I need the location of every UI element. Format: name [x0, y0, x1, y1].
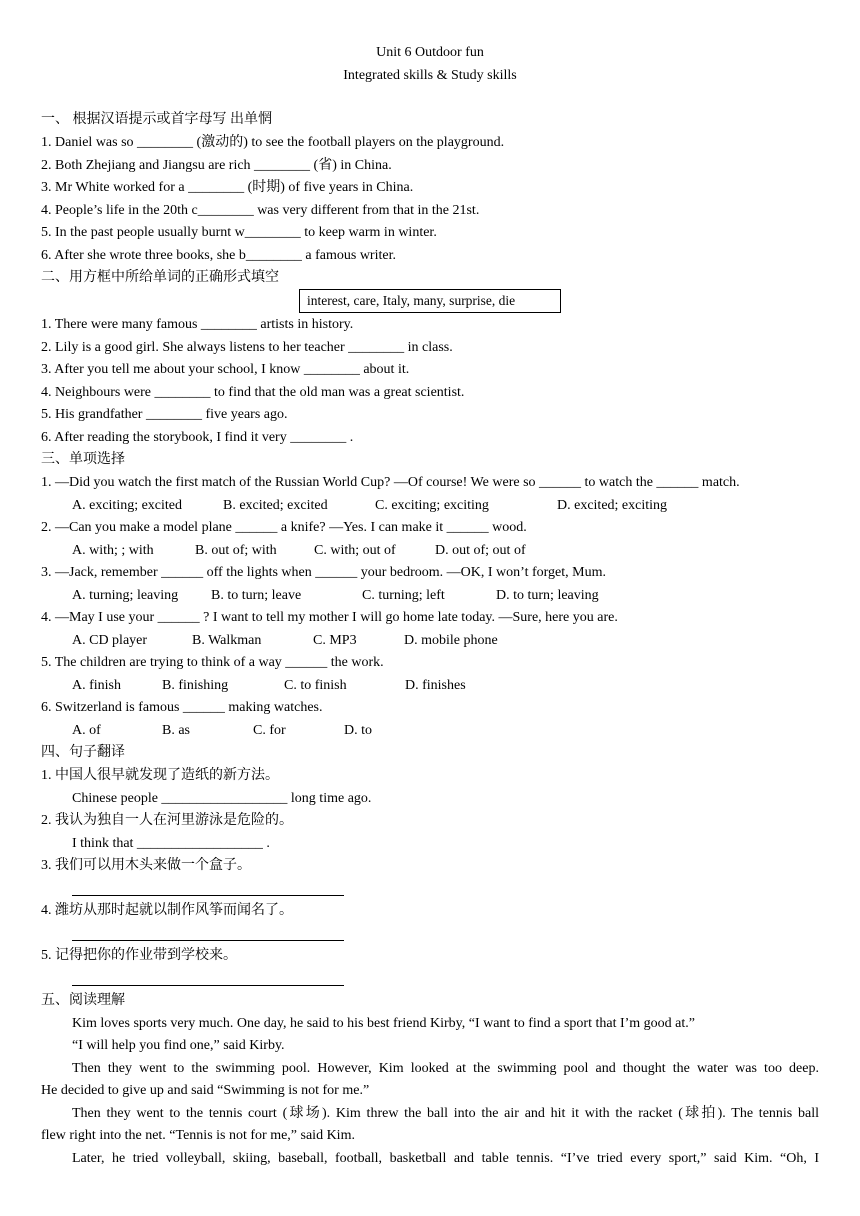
passage-line: Then they went to the swimming pool. However, Kim looked at the swimming pool and thought the water was too deep. [72, 1061, 819, 1076]
section-3-heading: 三、单项选择 [41, 452, 125, 467]
mc-options [72, 677, 466, 695]
mc-option: D. to [344, 723, 372, 738]
passage-line: Kim loves sports very much. One day, he said to his best friend Kirby, “I want to find a sport that I’m good at.” [72, 1016, 695, 1031]
translation-answer: I think that __________________ . [72, 836, 270, 851]
mc-options [72, 632, 498, 650]
s1-item: 1. Daniel was so ________ (激动的) to see the football players on the playground. [41, 135, 505, 150]
mc-option: A. turning; leaving [72, 588, 179, 603]
s2-item: 6. After reading the storybook, I find it very ________ . [41, 430, 354, 445]
mc-question-stem: 1. —Did you watch the first match of the Russian World Cup? —Of course! We were so ______ to watch the ______ match. [41, 475, 740, 490]
passage-line: flew right into the net. “Tennis is not for me,” said Kim. [41, 1128, 355, 1143]
mc-option: D. finishes [405, 678, 466, 693]
passage-line: Then they went to the tennis court (球场). Kim threw the ball into the air and hit it with the racket (球拍). The tennis ball [72, 1106, 819, 1121]
s1-item: 2. Both Zhejiang and Jiangsu are rich ________ (省) in China. [41, 158, 392, 173]
mc-options [72, 587, 599, 605]
section-4-heading: 四、句子翻译 [41, 745, 125, 760]
mc-option: C. with; out of [314, 543, 396, 558]
mc-option: B. to turn; leave [211, 588, 302, 603]
mc-question-stem: 2. —Can you make a model plane ______ a knife? —Yes. I can make it ______ wood. [41, 520, 527, 535]
s1-item: 3. Mr White worked for a ________ (时期) of five years in China. [41, 180, 414, 195]
mc-option: A. CD player [72, 633, 148, 648]
mc-option: D. out of; out of [435, 543, 526, 558]
mc-option: A. with; ; with [72, 543, 154, 558]
translation-prompt: 1. 中国人很早就发现了造纸的新方法。 [41, 768, 279, 783]
mc-option: C. MP3 [313, 633, 357, 648]
mc-option: A. of [72, 723, 101, 738]
mc-option: B. finishing [162, 678, 229, 693]
translation-prompt: 2. 我认为独自一人在河里游泳是危险的。 [41, 813, 293, 828]
section-1-heading: 一、 根据汉语提示或首字母写 出单惘 [41, 112, 272, 127]
mc-option: C. to finish [284, 678, 347, 693]
mc-option: B. Walkman [192, 633, 262, 648]
translation-prompt: 5. 记得把你的作业带到学校来。 [41, 948, 237, 963]
answer-line[interactable] [72, 985, 344, 986]
s2-item: 3. After you tell me about your school, I know ________ about it. [41, 362, 410, 377]
mc-option: D. excited; exciting [557, 498, 668, 513]
worksheet-title: Unit 6 Outdoor fun [376, 45, 484, 60]
answer-line[interactable] [72, 895, 344, 896]
mc-option: C. for [253, 723, 286, 738]
mc-option: B. as [162, 723, 190, 738]
answer-line[interactable] [72, 940, 344, 941]
mc-question-stem: 4. —May I use your ______ ? I want to tell my mother I will go home late today. —Sure, here you are. [41, 610, 618, 625]
passage-line: Later, he tried volleyball, skiing, baseball, football, basketball and table tennis. “I’ve tried every sport,” said Kim. “Oh, I [72, 1151, 819, 1166]
s2-item: 5. His grandfather ________ five years ago. [41, 407, 288, 422]
mc-options [72, 542, 526, 560]
worksheet-subtitle: Integrated skills & Study skills [343, 68, 517, 83]
s2-item: 1. There were many famous ________ artists in history. [41, 317, 354, 332]
s2-item: 2. Lily is a good girl. She always listens to her teacher ________ in class. [41, 340, 453, 355]
section-2-heading: 二、用方框中所给单词的正确形式填空 [41, 270, 279, 285]
mc-question-stem: 3. —Jack, remember ______ off the lights when ______ your bedroom. —OK, I won’t forget, Mum. [41, 565, 606, 580]
translation-answer: Chinese people __________________ long time ago. [72, 791, 372, 806]
s1-item: 5. In the past people usually burnt w________ to keep warm in winter. [41, 225, 437, 240]
s2-item: 4. Neighbours were ________ to find that the old man was a great scientist. [41, 385, 465, 400]
mc-options [72, 722, 372, 740]
passage-line: “I will help you find one,” said Kirby. [72, 1038, 285, 1053]
translation-prompt: 4. 潍坊从那时起就以制作风筝而闻名了。 [41, 903, 293, 918]
mc-option: B. excited; excited [223, 498, 328, 513]
mc-question-stem: 5. The children are trying to think of a way ______ the work. [41, 655, 384, 670]
s1-item: 4. People’s life in the 20th c________ was very different from that in the 21st. [41, 203, 480, 218]
section-5-heading: 五、阅读理解 [41, 993, 125, 1008]
mc-option: D. mobile phone [404, 633, 498, 648]
mc-option: B. out of; with [195, 543, 277, 558]
mc-option: C. exciting; exciting [375, 498, 489, 513]
word-box: interest, care, Italy, many, surprise, die [299, 289, 561, 313]
mc-option: D. to turn; leaving [496, 588, 599, 603]
mc-option: A. finish [72, 678, 121, 693]
mc-question-stem: 6. Switzerland is famous ______ making watches. [41, 700, 323, 715]
mc-option: C. turning; left [362, 588, 445, 603]
mc-option: A. exciting; excited [72, 498, 183, 513]
s1-item: 6. After she wrote three books, she b________ a famous writer. [41, 248, 396, 263]
mc-options [72, 497, 667, 515]
passage-line: He decided to give up and said “Swimming is not for me.” [41, 1083, 370, 1098]
translation-prompt: 3. 我们可以用木头来做一个盒子。 [41, 858, 251, 873]
